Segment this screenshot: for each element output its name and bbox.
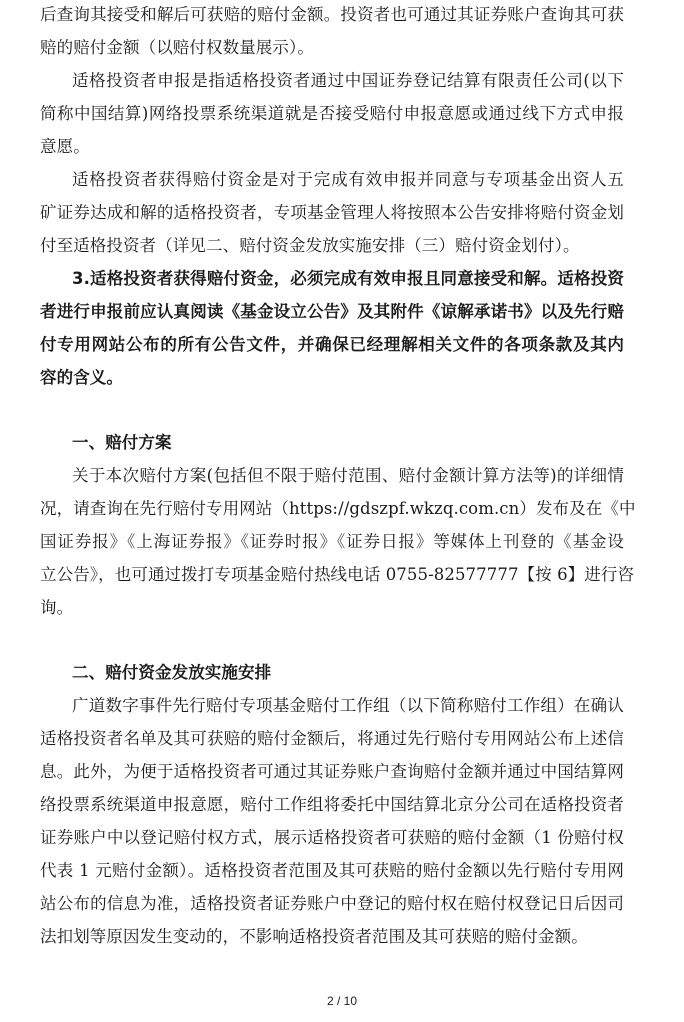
bold-text-line: 者进行申报前应认真阅读《基金设立公告》及其附件《谅解承诺书》以及先行赔 [40,302,624,321]
page-number-indicator: 2 / 10 [326,994,358,1008]
text-line: 代表 1 元赔付金额）。适格投资者范围及其可获赔的赔付金额以先行赔付专用网 [40,861,624,880]
text-line: 证券账户中以登记赔付权方式，展示适格投资者可获赔的赔付金额（1 份赔付权 [40,828,624,847]
bold-text-line: 3.适格投资者获得赔付资金，必须完成有效申报且同意接受和解。适格投资 [72,269,624,288]
text-line: 付至适格投资者（详见二、赔付资金发放实施安排（三）赔付资金划付）。 [40,236,580,255]
text-line: 赔的赔付金额（以赔付权数量展示）。 [40,38,314,57]
text-line: 站公布的信息为准，适格投资者证券账户中登记的赔付权在赔付权登记日后因司 [40,894,624,913]
section-heading-fund-distribution: 二、赔付资金发放实施安排 [72,663,272,682]
text-line: 络投票系统渠道申报意愿，赔付工作组将委托中国结算北京分公司在适格投资者 [40,795,624,814]
text-line: 广道数字事件先行赔付专项基金赔付工作组（以下简称赔付工作组）在确认 [72,696,624,715]
text-line: 后查询其接受和解后可获赔的赔付金额。投资者也可通过其证券账户查询其可获 [40,5,624,24]
text-line: 询。 [40,598,74,617]
text-line: 意愿。 [40,137,90,156]
section-heading-compensation-plan: 一、赔付方案 [72,433,172,452]
text-line: 适格投资者申报是指适格投资者通过中国证券登记结算有限责任公司(以下 [72,71,624,90]
bold-text-line: 容的含义。 [40,368,123,387]
text-line: 法扣划等原因发生变动的，不影响适格投资者范围及其可获赔的赔付金额。 [40,927,588,946]
text-line: 国证券报》《上海证券报》《证券时报》《证券日报》等媒体上刊登的《基金设 [40,532,624,551]
text-line: 适格投资者名单及其可获赔的赔付金额后，将通过先行赔付专用网站公布上述信 [40,729,624,748]
bold-text-line: 付专用网站公布的所有公告文件，并确保已经理解相关文件的各项条款及其内 [40,335,624,354]
text-line: 关于本次赔付方案(包括但不限于赔付范围、赔付金额计算方法等)的详细情 [72,466,624,485]
text-line-with-website: 况，请查询在先行赔付专用网站（https://gdszpf.wkzq.com.cn）发布及在《中 [40,499,636,518]
text-line: 适格投资者获得赔付资金是对于完成有效申报并同意与专项基金出资人五 [72,170,624,189]
text-line: 矿证券达成和解的适格投资者，专项基金管理人将按照本公告安排将赔付资金划 [40,203,624,222]
text-line: 简称中国结算)网络投票系统渠道就是否接受赔付申报意愿或通过线下方式申报 [40,104,624,123]
text-line-with-hotline: 立公告》，也可通过拨打专项基金赔付热线电话 0755-82577777【按 6】进行咨 [40,565,635,584]
text-line: 息。此外，为便于适格投资者可通过其证券账户查询赔付金额并通过中国结算网 [40,762,624,781]
